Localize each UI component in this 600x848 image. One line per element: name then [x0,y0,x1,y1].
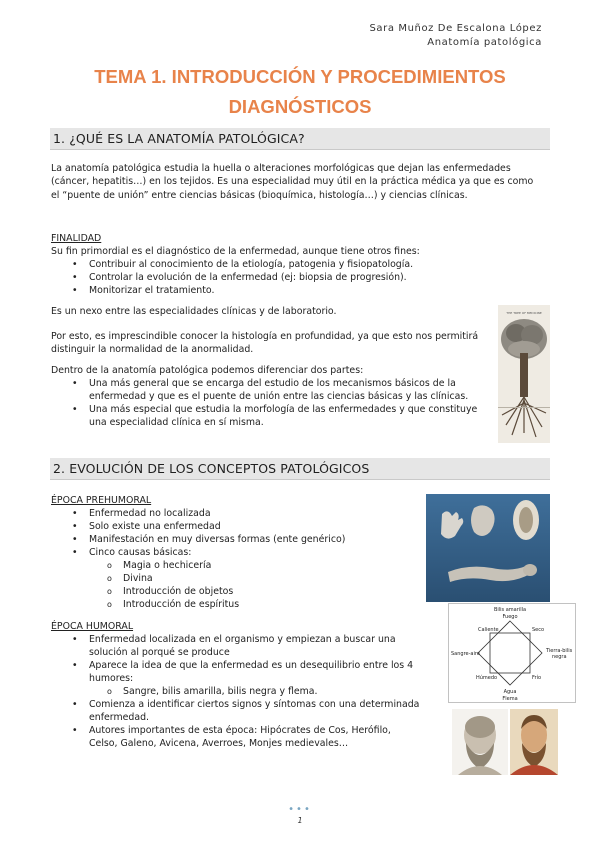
list-item: o Magia o hechicería [51,559,411,572]
title-line-2: DIAGNÓSTICOS [228,96,372,117]
list-item: • Controlar la evolución de la enfermedad (ej: biopsia de progresión). [51,271,491,284]
intro-paragraph: La anatomía patológica estudia la huella o alteraciones morfológicas que dejan las enfermedades (cáncer, hepatitis…) en los tejidos. Es una especialidad muy útil en la práctica médica ya que es como el “puente de unión” entre ciencias básicas (bioquímica, histología…) y ciencias clínicas. [51,163,534,201]
section-2-heading: 2. EVOLUCIÓN DE LOS CONCEPTOS PATOLÓGICOS [50,458,550,480]
diagram-top-element: Fuego [502,614,518,620]
section-1-heading: 1. ¿QUÉ ES LA ANATOMÍA PATOLÓGICA? [50,128,550,150]
humoral-list-continued [51,698,421,750]
diagram-bottom-element: Agua [503,689,517,695]
document-title [60,62,540,122]
footer-dots: ••• [288,804,312,815]
list-item: o Introducción de espíritus [51,598,411,611]
partes-intro: Dentro de la anatomía patológica podemos diferenciar dos partes: [51,365,364,376]
diagram-left-label: Sangre-aire [451,651,480,657]
list-item [51,659,421,685]
diagram-top-label: Bilis amarilla [493,607,527,613]
diagram-caliente-label: Caliente [478,627,499,633]
four-humors-diagram [448,603,576,703]
prehumoral-list [51,507,411,559]
list-item: • Manifestación en muy diversas formas (ente genérico) [51,533,411,546]
finalidad-heading: FINALIDAD [51,233,102,244]
humoral-heading: ÉPOCA HUMORAL [51,621,134,632]
diagram-right-label-1: Tierra-bilis [546,648,573,654]
list-item: • Enfermedad no localizada [51,507,411,520]
list-item: • Una más especial que estudia la morfología de las enfermedades y que constituye una especialidad clínica en sí misma. [51,403,493,429]
galen-portrait [510,709,558,775]
partes-list [51,377,493,429]
list-item: • Monitorizar el tratamiento. [51,284,491,297]
list-item [51,546,411,559]
histologia-paragraph: Por esto, es imprescindible conocer la histología en profundidad, ya que esto nos permitirá distinguir la normalidad de la anormalidad. [51,331,479,356]
list-item: • Una más general que se encarga del estudio de los mecanismos básicos de la enfermedad y que es el puente de unión entre las ciencias básicas y las clínicas. [51,377,493,403]
list-item: o Divina [51,572,411,585]
page-number: 1 [297,816,303,825]
page-header [369,22,542,50]
diagram-seco-label: Seco [532,627,545,633]
subject-name: Anatomía patológica [427,37,542,48]
list-item: • Solo existe una enfermedad [51,520,411,533]
humores-list [51,685,421,698]
list-item: o Introducción de objetos [51,585,411,598]
list-item: o Sangre, bilis amarilla, bilis negra y flema. [51,685,421,698]
humoral-list [51,633,421,685]
list-item: • Comienza a identificar ciertos signos y síntomas con una determinada enfermedad. [51,698,421,724]
list-item: • Contribuir al conocimiento de la etiología, patogenia y fisiopatología. [51,258,491,271]
prehumoral-heading: ÉPOCA PREHUMORAL [51,495,152,506]
list-item-text: Aparece la idea de que la enfermedad es un desequilibrio entre los 4 humores: [89,660,414,684]
finalidad-intro: Su fin primordial es el diagnóstico de la enfermedad, aunque tiene otros fines: [51,246,420,257]
hippocrates-portrait [452,709,508,775]
list-item-text: Cinco causas básicas: [89,547,192,558]
diagram-frio-label: Frío [532,675,542,681]
tree-of-medicine-image [498,305,550,443]
tree-caption: THE TREE OF MEDICINE [506,311,542,315]
list-item: • Autores importantes de esta época: Hipócrates de Cos, Herófilo, Celso, Galeno, Avicena, Averroes, Monjes medievales… [51,724,421,750]
diagram-bottom-label: Flema [502,696,518,702]
finalidad-list [51,258,491,297]
diagram-humedo-label: Húmedo [476,675,498,681]
diagram-right-label-2: negra [552,654,567,660]
votive-offerings-image [426,494,550,602]
causas-list [51,559,411,611]
list-item: • Enfermedad localizada en el organismo y empiezan a buscar una solución al porqué se produce [51,633,421,659]
nexo-paragraph: Es un nexo entre las especialidades clínicas y de laboratorio. [51,306,337,317]
author-name: Sara Muñoz De Escalona López [369,23,542,34]
title-line-1: TEMA 1. INTRODUCCIÓN Y PROCEDIMIENTOS [94,66,506,87]
